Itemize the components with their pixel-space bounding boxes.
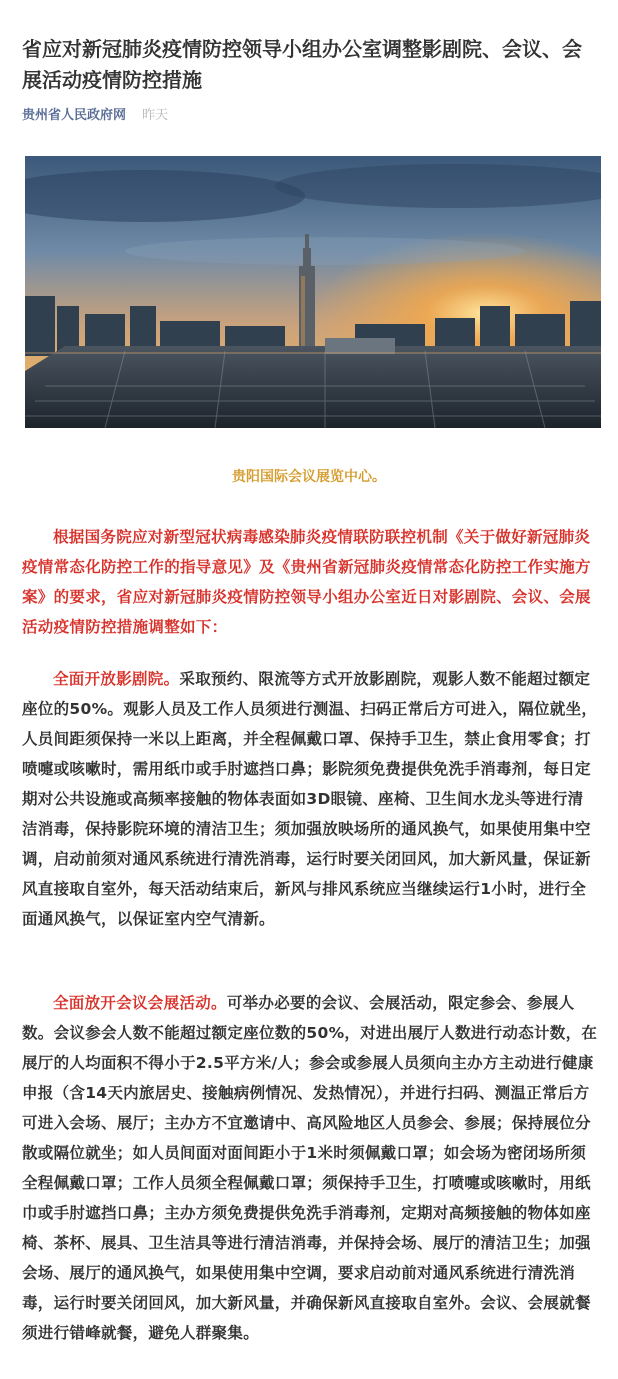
section-cinema-lead: 全面开放影剧院。 — [53, 670, 180, 688]
section-conference-lead: 全面放开会议会展活动。 — [53, 994, 227, 1012]
image-caption: 贵阳国际会议展览中心。 — [232, 469, 386, 485]
city-skyline-photo-icon — [25, 156, 601, 428]
publish-time: 昨天 — [142, 108, 169, 123]
article-meta — [22, 106, 168, 126]
section-conference — [22, 988, 598, 1348]
hero-image[interactable] — [25, 156, 601, 428]
intro-paragraph: 根据国务院应对新型冠状病毒感染肺炎疫情联防联控机制《关于做好新冠肺炎疫情常态化防控工作的指导意见》及《贵州省新冠肺炎疫情常态化防控工作实施方案》的要求，省应对新冠肺炎疫情防控领导小组办公室近日对影剧院、会议、会展活动疫情防控措施调整如下： — [22, 528, 591, 636]
source-link[interactable]: 贵州省人民政府网 — [22, 108, 127, 123]
section-conference-text: 可举办必要的会议、会展活动，限定参会、参展人数。会议参会人数不能超过额定座位数的50%，对进出展厅人数进行动态计数，在展厅的人均面积不得小于2.5平方米/人；参会或参展人员须向主办方主动进行健康申报（含14天内旅居史、接触病例情况、发热情况），并进行扫码、测温正常后方可进入会场、展厅；主办方不宜邀请中、高风险地区人员参会、参展；保持展位分散或隔位就坐；如人员间面对面间距小于1米时须佩戴口罩；如会场为密闭场所须全程佩戴口罩；工作人员须全程佩戴口罩；须保持手卫生，打喷嚏或咳嗽时，用纸巾或手肘遮挡口鼻；主办方须免费提供免洗手消毒剂，定期对高频接触的物体如座椅、茶杯、展具、卫生洁具等进行清洁消毒，并保持会场、展厅的清洁卫生；加强会场、展厅的通风换气，如果使用集中空调，要求启动前对通风系统进行清洗消毒，运行时要关闭回风，加大新风量，并确保新风直接取自室外。会议、会展就餐须进行错峰就餐，避免人群聚集。 — [22, 994, 598, 1342]
section-cinema — [22, 664, 598, 934]
section-cinema-text: 采取预约、限流等方式开放影剧院，观影人数不能超过额定座位的50%。观影人员及工作人员须进行测温、扫码正常后方可进入，隔位就坐，人员间距须保持一米以上距离，并全程佩戴口罩、保持手卫生，禁止食用零食；打喷嚏或咳嗽时，需用纸巾或手肘遮挡口鼻；影院须免费提供免洗手消毒剂，每日定期对公共设施或高频率接触的物体表面如3D眼镜、座椅、卫生间水龙头等进行清洁消毒，保持影院环境的清洁卫生；须加强放映场所的通风换气，如果使用集中空调，启动前须对通风系统进行清洗消毒，运行时要关闭回风，加大新风量，保证新风直接取自室外，每天活动结束后，新风与排风系统应当继续运行1小时，进行全面通风换气，以保证室内空气清新。 — [22, 670, 598, 928]
article-title: 省应对新冠肺炎疫情防控领导小组办公室调整影剧院、会议、会展活动疫情防控措施 — [22, 37, 582, 92]
